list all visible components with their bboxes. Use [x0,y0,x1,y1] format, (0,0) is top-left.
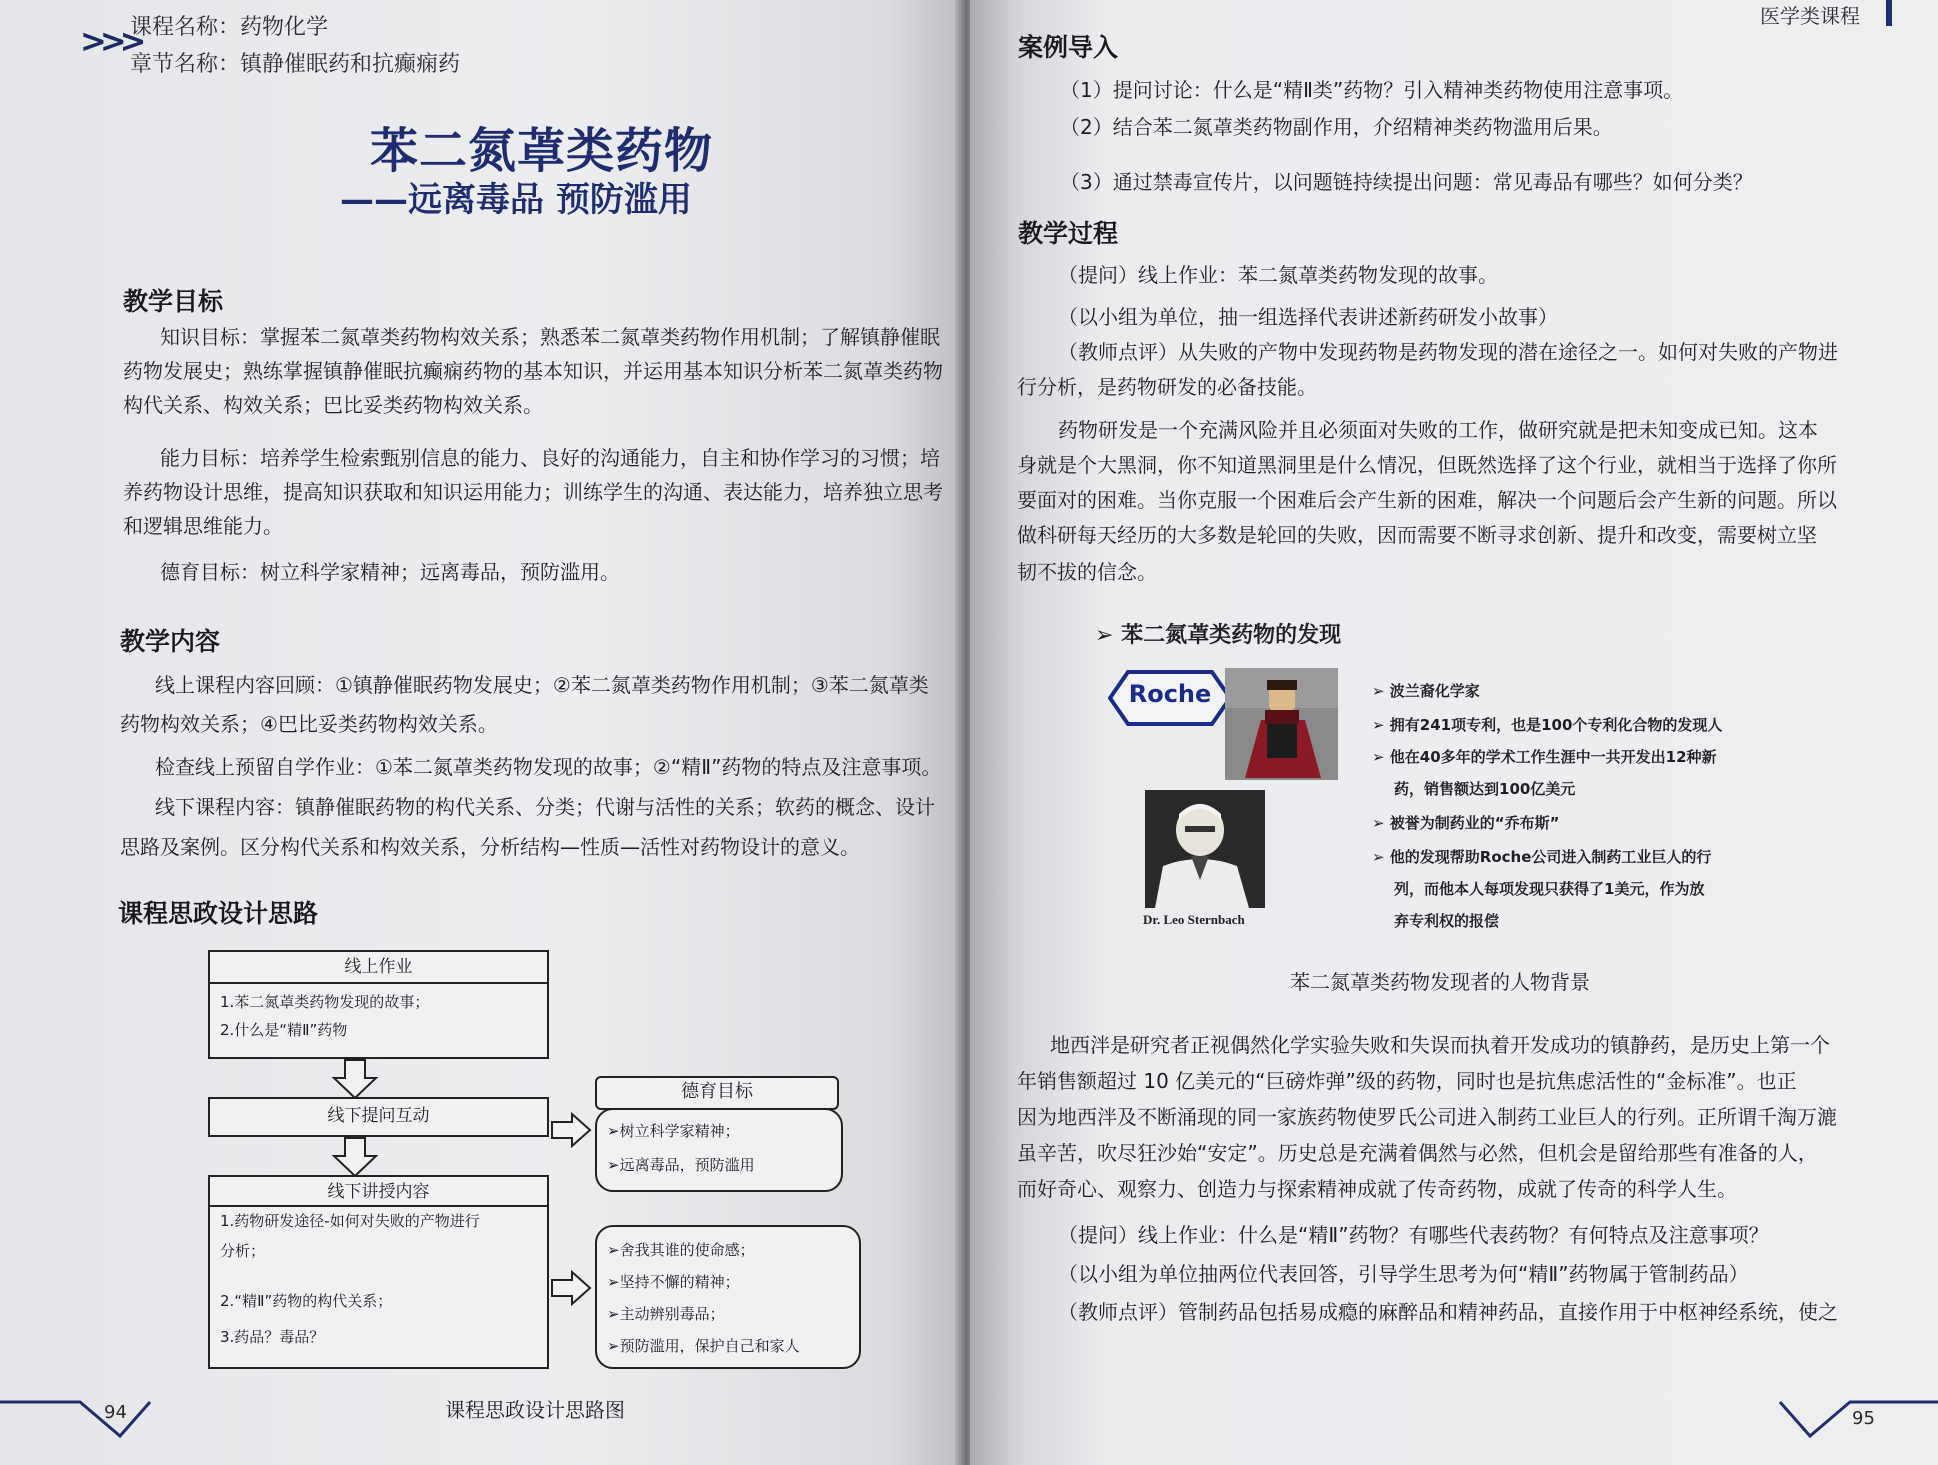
fact-item: 弃专利权的报偿 [1394,912,1500,930]
sternbach-photo [1145,790,1265,908]
process-line: （提问）线上作业：苯二氮䓬类药物发现的故事。 [1058,263,1498,287]
process-line: 药物研发是一个充满风险并且必须面对失败的工作，做研究就是把未知变成已知。这本 [1058,418,1818,442]
fact-item: ➢ 波兰裔化学家 [1372,682,1480,700]
case-heading: 案例导入 [1018,33,1119,62]
box-item: 2.“精Ⅱ”药物的构代关系； [220,1292,393,1310]
fact-item: ➢ 拥有241项专利，也是100个专利化合物的发现人 [1372,716,1723,734]
objectives-line: 和逻辑思维能力。 [123,514,283,538]
photo-caption: Dr. Leo Sternbach [1143,912,1245,927]
content-line: 思路及案例。区分构代关系和构效关系，分析结构—性质—活性对药物设计的意义。 [120,835,860,859]
process-line: 韧不拔的信念。 [1017,560,1157,584]
body-line: 地西泮是研究者正视偶然化学实验失败和失误而执着开发成功的镇静药，是历史上第一个 [1050,1033,1830,1057]
values-box [595,1225,861,1369]
box-item: 2.什么是“精Ⅱ”药物 [220,1021,348,1039]
content-heading: 教学内容 [120,627,221,656]
objectives-line: 构代关系、构效关系；巴比妥类药物构效关系。 [123,393,543,417]
right-arrow-icon [550,1270,592,1306]
fact-item: ➢ 他在40多年的学术工作生涯中一共开发出12种新 [1372,748,1717,766]
offline-lecture-box [208,1175,549,1369]
fact-item: ➢ 被誉为制药业的“乔布斯” [1372,814,1560,832]
fact-item: ➢ 他的发现帮助Roche公司进入制药工业巨人的行 [1372,848,1712,866]
page-title: 苯二氮䓬类药物 [370,123,714,179]
roche-logo-text: Roche [1128,680,1212,708]
body-line: （提问）线上作业：什么是“精Ⅱ”药物？有哪些代表药物？有何特点及注意事项？ [1058,1223,1769,1247]
body-line: （以小组为单位抽两位代表回答，引导学生思考为何“精Ⅱ”药物属于管制药品） [1058,1262,1749,1286]
objectives-line: 药物发展史；熟练掌握镇静催眠抗癫痫药物的基本知识，并运用基本知识分析苯二氮䓬类药物 [123,359,943,383]
page-number: 94 [104,1402,127,1423]
figure-title: ➢ 苯二氮䓬类药物的发现 [1095,623,1342,648]
online-homework-box [208,950,549,1059]
moral-goal-box [595,1108,843,1192]
process-line: 做科研每天经历的大多数是轮回的失败，因而需要不断寻求创新、提升和改变，需要树立坚 [1017,523,1817,547]
fact-item: 列，而他本人每项发现只获得了1美元，作为放 [1394,880,1705,898]
case-line: （2）结合苯二氮䓬类药物副作用，介绍精神类药物滥用后果。 [1060,115,1613,139]
moral-goal-header: 德育目标 [595,1076,839,1110]
box-title: 线下提问互动 [327,1106,430,1126]
offline-interaction-box [208,1097,549,1137]
objectives-line: 养药物设计思维，提高知识获取和知识运用能力；训练学生的沟通、表达能力，培养独立思考 [123,480,943,504]
page-number: 95 [1852,1408,1875,1429]
process-line: （教师点评）从失败的产物中发现药物是药物发现的潜在途径之一。如何对失败的产物进 [1058,340,1838,364]
objectives-line: 德育目标：树立科学家精神；远离毒品，预防滥用。 [160,560,620,584]
figure-caption: 苯二氮䓬类药物发现者的人物背景 [1290,970,1590,994]
page-subtitle: ——远离毒品 预防滥用 [340,180,692,220]
content-line: 线上课程内容回顾：①镇静催眠药物发展史；②苯二氮䓬类药物作用机制；③苯二氮䓬类 [155,673,929,697]
process-line: （以小组为单位，抽一组选择代表讲述新药研发小故事） [1058,305,1558,329]
values-item: ➢预防滥用，保护自己和家人 [607,1337,800,1355]
fact-item: 药，销售额达到100亿美元 [1394,780,1576,798]
content-line: 检查线上预留自学作业：①苯二氮䓬类药物发现的故事；②“精Ⅱ”药物的特点及注意事项。 [155,755,942,779]
content-line: 线下课程内容：镇静催眠药物的构代关系、分类；代谢与活性的关系；软药的概念、设计 [155,795,935,819]
diagram-caption: 课程思政设计思路图 [445,1398,625,1422]
design-heading: 课程思政设计思路 [118,899,319,928]
case-line: （3）通过禁毒宣传片，以问题链持续提出问题：常见毒品有哪些？如何分类？ [1060,170,1753,194]
box-item: 分析； [220,1242,266,1260]
chevron-icon: >>> [80,22,140,60]
lego-figure-image [1225,668,1338,780]
process-line: 要面对的困难。当你克服一个困难后会产生新的困难，解决一个问题后会产生新的问题。所以 [1017,488,1837,512]
header-bar [1886,0,1892,26]
down-arrow-icon [330,1058,380,1100]
left-page [0,0,962,1465]
values-item: ➢舍我其谁的使命感； [607,1241,755,1259]
moral-item: ➢树立科学家精神； [607,1122,740,1140]
down-arrow-icon [330,1136,380,1178]
body-line: 虽辛苦，吹尽狂沙始“安定”。历史总是充满着偶然与必然，但机会是留给那些有准备的人， [1017,1141,1818,1165]
process-heading: 教学过程 [1018,219,1119,248]
body-line: 年销售额超过 10 亿美元的“巨磅炸弹”级的药物，同时也是抗焦虑活性的“金标准”。也正 [1017,1069,1797,1093]
moral-item: ➢远离毒品，预防滥用 [607,1156,755,1174]
body-line: 而好奇心、观察力、创造力与探索精神成就了传奇药物，成就了传奇的科学人生。 [1017,1177,1737,1201]
course-name: 课程名称：药物化学 [130,15,329,40]
box-item: 3.药品？毒品？ [220,1328,325,1346]
body-line: 因为地西泮及不断涌现的同一家族药物使罗氏公司进入制药工业巨人的行列。正所谓千淘万漉 [1017,1105,1837,1129]
objectives-heading: 教学目标 [123,287,224,316]
footer-ornament [0,1380,170,1450]
process-line: 身就是个大黑洞，你不知道黑洞里是什么情况，但既然选择了这个行业，就相当于选择了你所 [1017,453,1837,477]
process-line: 行分析，是药物研发的必备技能。 [1017,375,1317,399]
values-item: ➢坚持不懈的精神； [607,1273,740,1291]
right-page [970,0,1938,1465]
objectives-line: 能力目标：培养学生检索甄别信息的能力、良好的沟通能力，自主和协作学习的习惯；培 [160,446,940,470]
chapter-name: 章节名称：镇静催眠药和抗癫痫药 [130,52,461,77]
body-line: （教师点评）管制药品包括易成瘾的麻醉品和精神药品，直接作用于中枢神经系统，使之 [1058,1300,1838,1324]
objectives-line: 知识目标：掌握苯二氮䓬类药物构效关系；熟悉苯二氮䓬类药物作用机制；了解镇静催眠 [160,325,940,349]
box-item: 1.药物研发途径-如何对失败的产物进行 [220,1212,480,1230]
running-header: 医学类课程 [1760,4,1860,28]
values-item: ➢主动辨别毒品； [607,1305,725,1323]
right-arrow-icon [550,1112,592,1148]
content-line: 药物构效关系；④巴比妥类药物构效关系。 [120,712,498,736]
box-item: 1.苯二氮䓬类药物发现的故事； [220,993,430,1011]
box-title: 线下讲授内容 [327,1182,430,1202]
case-line: （1）提问讨论：什么是“精Ⅱ类”药物？引入精神类药物使用注意事项。 [1060,78,1684,102]
box-title: 线上作业 [210,952,547,984]
